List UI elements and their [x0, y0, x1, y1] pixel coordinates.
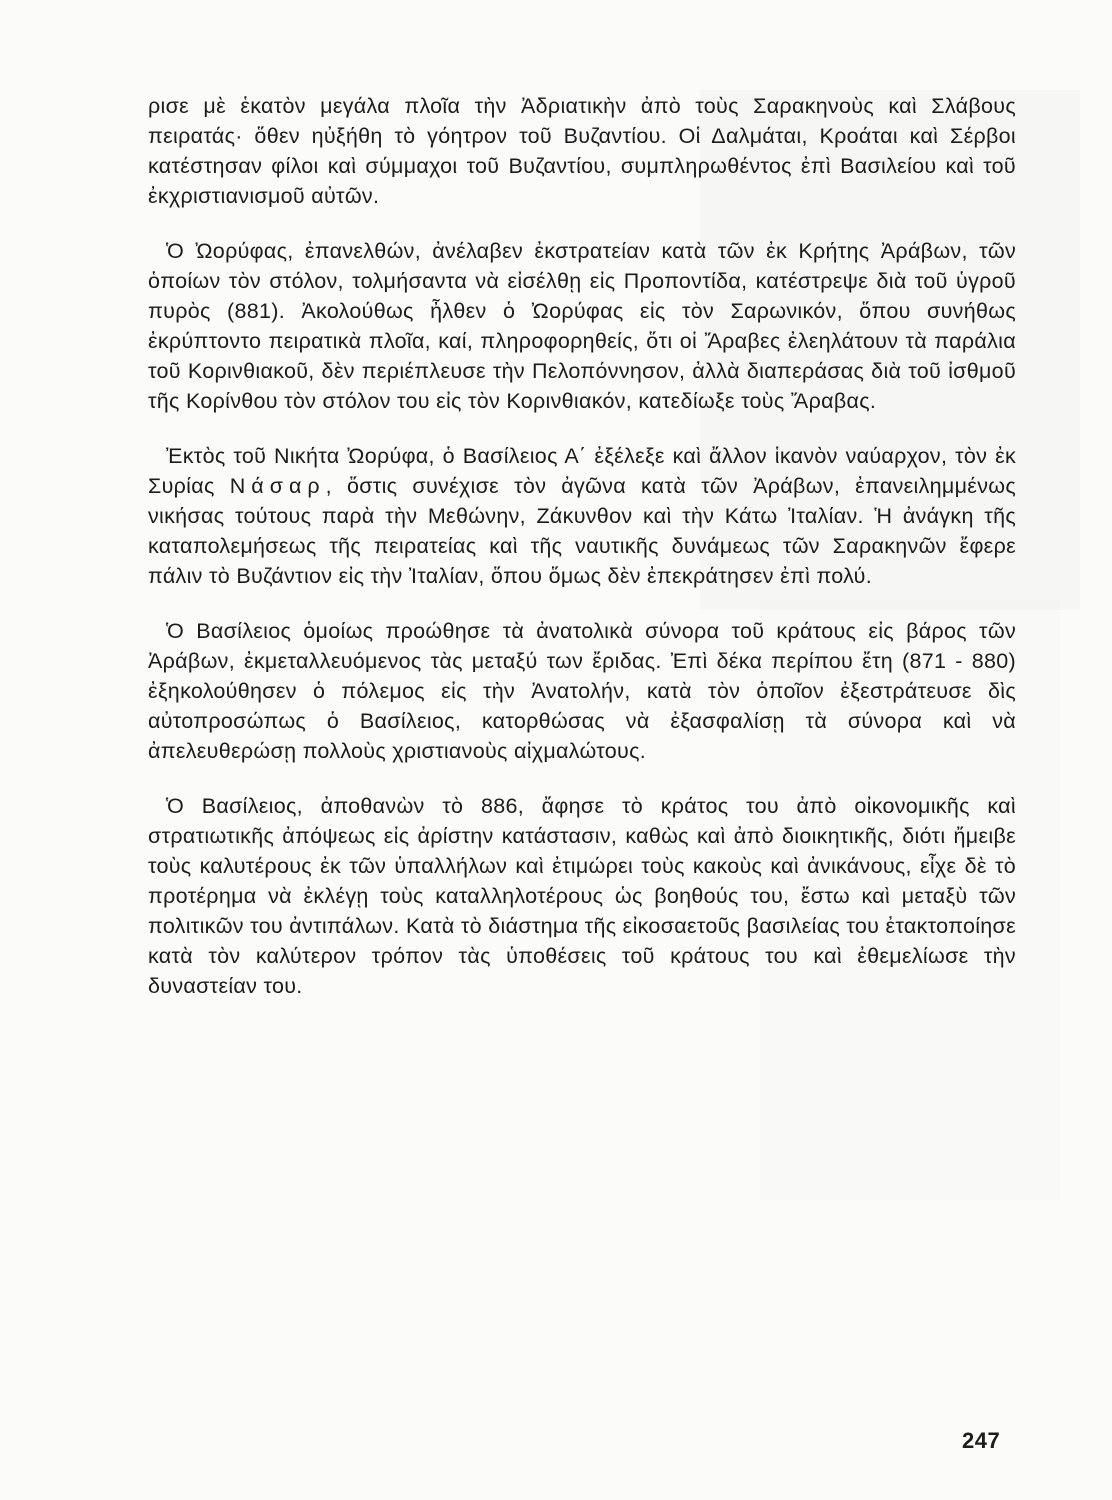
paragraph-1: ρισε μὲ ἑκατὸν μεγάλα πλοῖα τὴν Ἀδριατικὴν ἀπὸ τοὺς Σαρακηνοὺς καὶ Σλάβους πειρατάς· ὅθεν ηὐξήθη τὸ γόητρον τοῦ Βυζαντίου. Οἱ Δαλμάται, Κροάται καὶ Σέρβοι κατέστησαν φίλοι καὶ σύμμαχοι τοῦ Βυζαντίου, συμπληρωθέντος ἐπὶ Βασιλείου καὶ τοῦ ἐκχριστιανισμοῦ αὐτῶν.: [148, 94, 1016, 208]
page-number: 247: [962, 1428, 1001, 1453]
body-text: [148, 91, 1016, 1001]
paragraph-4: Ὁ Βασίλειος ὁμοίως προώθησε τὰ ἀνατολικὰ σύνορα τοῦ κράτους εἰς βάρος τῶν Ἀράβων, ἐκμεταλλευόμενος τὰς μεταξύ των ἔριδας. Ἐπὶ δέκα περίπου ἔτη (871 - 880) ἐξηκολούθησεν ὁ πόλεμος εἰς τὴν Ἀνατολήν, κατὰ τὸν ὁποῖον ἐξεστράτευσε δὶς αὐτοπροσώπως ὁ Βασίλειος, κατορθώσας νὰ ἐξασφαλίσῃ τὰ σύνορα καὶ νὰ ἀπελευθερώσῃ πολλοὺς χριστιανοὺς αἰχμαλώτους.: [148, 619, 1016, 763]
paragraph-2: Ὁ Ὠορύφας, ἐπανελθών, ἀνέλαβεν ἐκστρατείαν κατὰ τῶν ἐκ Κρήτης Ἀράβων, τῶν ὁποίων τὸν στόλον, τολμήσαντα νὰ εἰσέλθῃ εἰς Προποντίδα, κατέστρεψε διὰ τοῦ ὑγροῦ πυρὸς (881). Ἀκολούθως ἦλθεν ὁ Ὠορύφας εἰς τὸν Σαρωνικόν, ὅπου συνήθως ἐκρύπτοντο πειρατικὰ πλοῖα, καί, πληροφορηθείς, ὅτι οἱ Ἄραβες ἐλεηλάτουν τὰ παράλια τοῦ Κορινθιακοῦ, δὲν περιέπλευσε τὴν Πελοπόννησον, ἀλλὰ διαπεράσας διὰ τοῦ ἰσθμοῦ τῆς Κορίνθου τὸν στόλον του εἰς τὸν Κορινθιακόν, κατεδίωξε τοὺς Ἄραβας.: [148, 239, 1016, 413]
paragraph-3-rest: , ὅστις συνέχισε τὸν ἀγῶνα κατὰ τῶν Ἀράβων, ἐπανειλημμένως νικήσας τούτους παρὰ τὴν Μεθώνην, Ζάκυνθον καὶ τὴν Κάτω Ἰταλίαν. Ἡ ἀνάγκη τῆς καταπολεμήσεως τῆς πειρατείας καὶ τῆς ναυτικῆς δυνάμεως τῶν Σαρακηνῶν ἔφερε πάλιν τὸ Βυζάντιον εἰς τὴν Ἰταλίαν, ὅπου ὅμως δὲν ἐπεκράτησεν ἐπὶ πολύ.: [148, 474, 1016, 588]
paragraph-3: [148, 441, 1016, 591]
paragraph-3-start: Ἐκτὸς τοῦ Νικήτα Ὠορύφα, ὁ Βασίλειος Α΄ ἐξέλεξε καὶ ἄλλον ἱκανὸν ναύαρχον, τὸν ἐκ Συρίας: [148, 444, 1016, 498]
spaced-name: Νάσαρ: [229, 474, 326, 498]
paragraph-5: Ὁ Βασίλειος, ἀποθανὼν τὸ 886, ἄφησε τὸ κράτος του ἀπὸ οἰκονομικῆς καὶ στρατιωτικῆς ἀπόψεως εἰς ἀρίστην κατάστασιν, καθὼς καὶ ἀπὸ διοικητικῆς, διότι ἤμειβε τοὺς καλυτέρους ἐκ τῶν ὑπαλλήλων καὶ ἐτιμώρει τοὺς κακοὺς καὶ ἀνικάνους, εἶχε δὲ τὸ προτέρημα νὰ ἐκλέγῃ τοὺς καταλληλοτέρους ὡς βοηθούς του, ἔστω καὶ μεταξὺ τῶν πολιτικῶν του ἀντιπάλων. Κατὰ τὸ διάστημα τῆς εἰκοσαετοῦς βασιλείας του ἐτακτοποίησε κατὰ τὸν καλύτερον τρόπον τὰς ὑποθέσεις τοῦ κράτους του καὶ ἐθεμελίωσε τὴν δυναστείαν του.: [148, 794, 1016, 998]
